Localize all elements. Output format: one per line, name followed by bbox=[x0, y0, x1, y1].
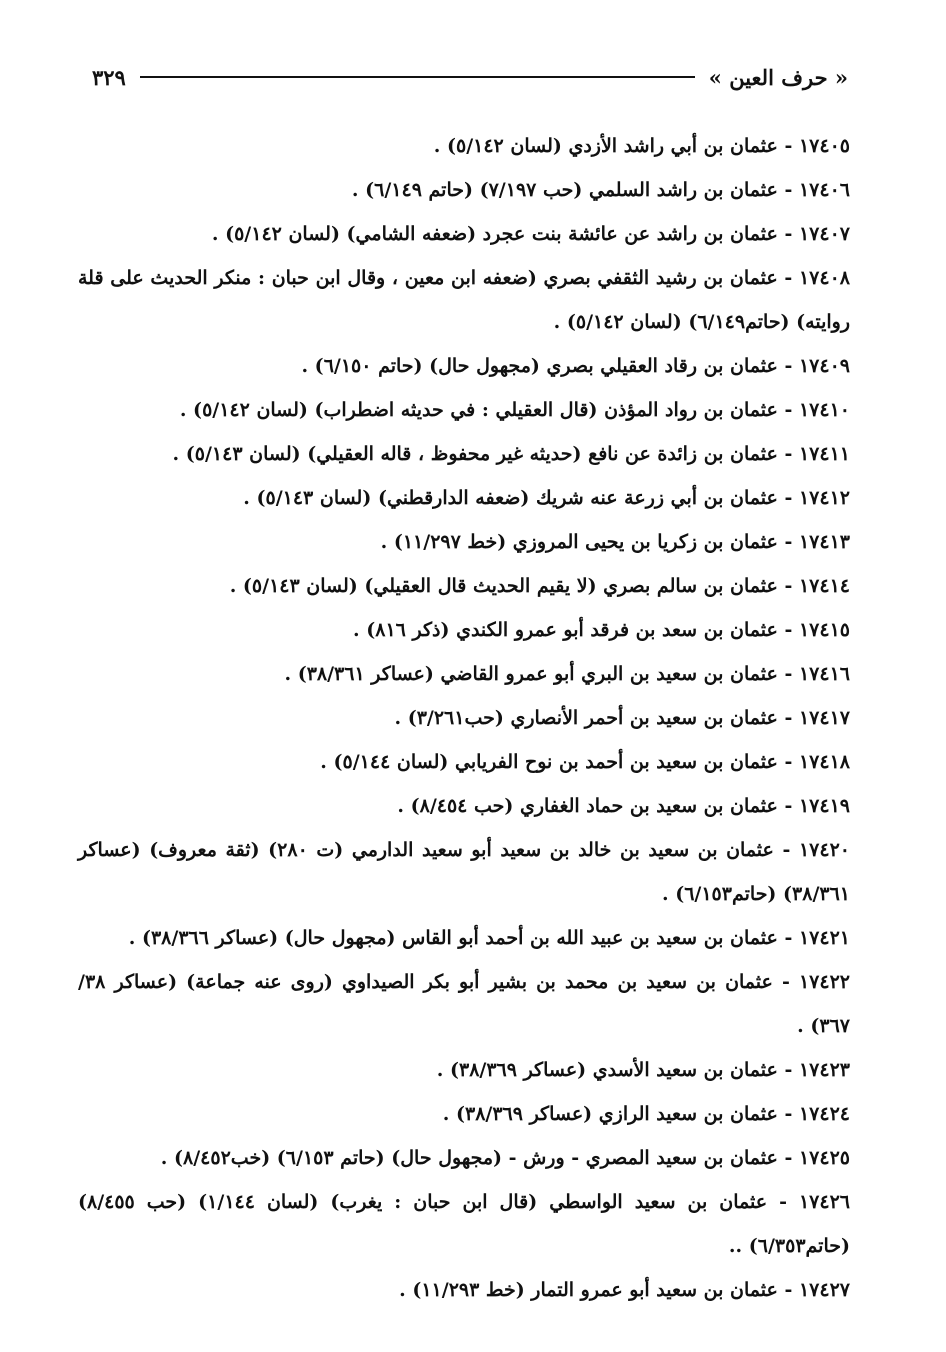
entry-17420: ١٧٤٢٠ - عثمان بن سعيد بن خالد بن سعيد أبو سعيد الدارمي (ت ٢٨٠) (ثقة معروف) (عساكر ٣٨/٣٦١) (حاتم٦/١٥٣) . bbox=[78, 839, 850, 905]
page-header bbox=[92, 62, 848, 92]
entry-17416: ١٧٤١٦ - عثمان بن سعيد بن البري أبو عمرو القاضي (عساكر ٣٨/٣٦١) . bbox=[284, 663, 850, 685]
entry-17406: ١٧٤٠٦ - عثمان بن راشد السلمي (حب ٧/١٩٧) (حاتم ٦/١٤٩) . bbox=[351, 179, 850, 201]
entry-17417: ١٧٤١٧ - عثمان بن سعيد بن أحمر الأنصاري (حب٣/٢٦١) . bbox=[394, 707, 850, 729]
entry-17424: ١٧٤٢٤ - عثمان بن سعيد الرازي (عساكر ٣٨/٣٦٩) . bbox=[442, 1103, 850, 1125]
entry-17413: ١٧٤١٣ - عثمان بن زكريا بن يحيى المروزي (خط ١١/٢٩٧) . bbox=[380, 531, 850, 553]
entry-17415: ١٧٤١٥ - عثمان بن سعد بن فرقد أبو عمرو الكندي (ذكر ٨١٦) . bbox=[353, 619, 850, 641]
entry-17410: ١٧٤١٠ - عثمان بن رواد المؤذن (قال العقيلي : في حديثه اضطراب) (لسان ٥/١٤٢) . bbox=[179, 399, 850, 421]
entry-17418: ١٧٤١٨ - عثمان بن سعيد بن أحمد بن نوح الفريابي (لسان ٥/١٤٤) . bbox=[320, 751, 850, 773]
entry-17405: ١٧٤٠٥ - عثمان بن أبي راشد الأزدي (لسان ٥/١٤٢) . bbox=[433, 135, 850, 157]
entry-17412: ١٧٤١٢ - عثمان بن أبي زرعة عنه شريك (ضعفه الدارقطني) (لسان ٥/١٤٣) . bbox=[243, 487, 850, 509]
page-number: ٣٢٩ bbox=[92, 64, 126, 90]
entry-17422: ١٧٤٢٢ - عثمان بن سعيد بن محمد بن بشير أبو بكر الصيداوي (روى عنه جماعة) (عساكر ٣٨/ ٣٦٧) . bbox=[78, 971, 850, 1037]
chapter-title: « حرف العين » bbox=[708, 64, 848, 90]
entry-17423: ١٧٤٢٣ - عثمان بن سعيد الأسدي (عساكر ٣٨/٣٦٩) . bbox=[436, 1059, 850, 1081]
entry-17427: ١٧٤٢٧ - عثمان بن سعيد أبو عمرو التمار (خط ١١/٢٩٣) . bbox=[399, 1279, 850, 1301]
entry-17425: ١٧٤٢٥ - عثمان بن سعيد المصري - ورش - (مجهول حال) (حاتم ٦/١٥٣) (خب٨/٤٥٢) . bbox=[160, 1147, 850, 1169]
entry-17421: ١٧٤٢١ - عثمان بن سعيد بن عبيد الله بن أحمد أبو القاس (مجهول حال) (عساكر ٣٨/٣٦٦) . bbox=[128, 927, 850, 949]
header-rule bbox=[140, 76, 695, 78]
entry-17426: ١٧٤٢٦ - عثمان بن سعيد الواسطي (قال ابن حبان : يغرب) (لسان ١/١٤٤) (حب ٨/٤٥٥) (حاتم٦/٣٥٣) .. bbox=[78, 1191, 850, 1257]
entry-17419: ١٧٤١٩ - عثمان بن سعيد بن حماد الغفاري (حب ٨/٤٥٤) . bbox=[397, 795, 850, 817]
entry-17408: ١٧٤٠٨ - عثمان بن رشيد الثقفي بصري (ضعفه ابن معين ، وقال ابن حبان : منكر الحديث على قلة روايته) (حاتم٦/١٤٩) (لسان ٥/١٤٢) . bbox=[78, 267, 850, 333]
entry-17409: ١٧٤٠٩ - عثمان بن رقاد العقيلي بصري (مجهول حال) (حاتم ٦/١٥٠) . bbox=[301, 355, 850, 377]
entry-17407: ١٧٤٠٧ - عثمان بن راشد عن عائشة بنت عجرد (ضعفه الشامي) (لسان ٥/١٤٢) . bbox=[211, 223, 850, 245]
entry-17411: ١٧٤١١ - عثمان بن زائدة عن نافع (حديثه غير محفوظ ، قاله العقيلي) (لسان ٥/١٤٣) . bbox=[172, 443, 850, 465]
entry-17414: ١٧٤١٤ - عثمان بن سالم بصري (لا يقيم الحديث قال العقيلي) (لسان ٥/١٤٣) . bbox=[229, 575, 850, 597]
entry-list bbox=[78, 124, 850, 1312]
